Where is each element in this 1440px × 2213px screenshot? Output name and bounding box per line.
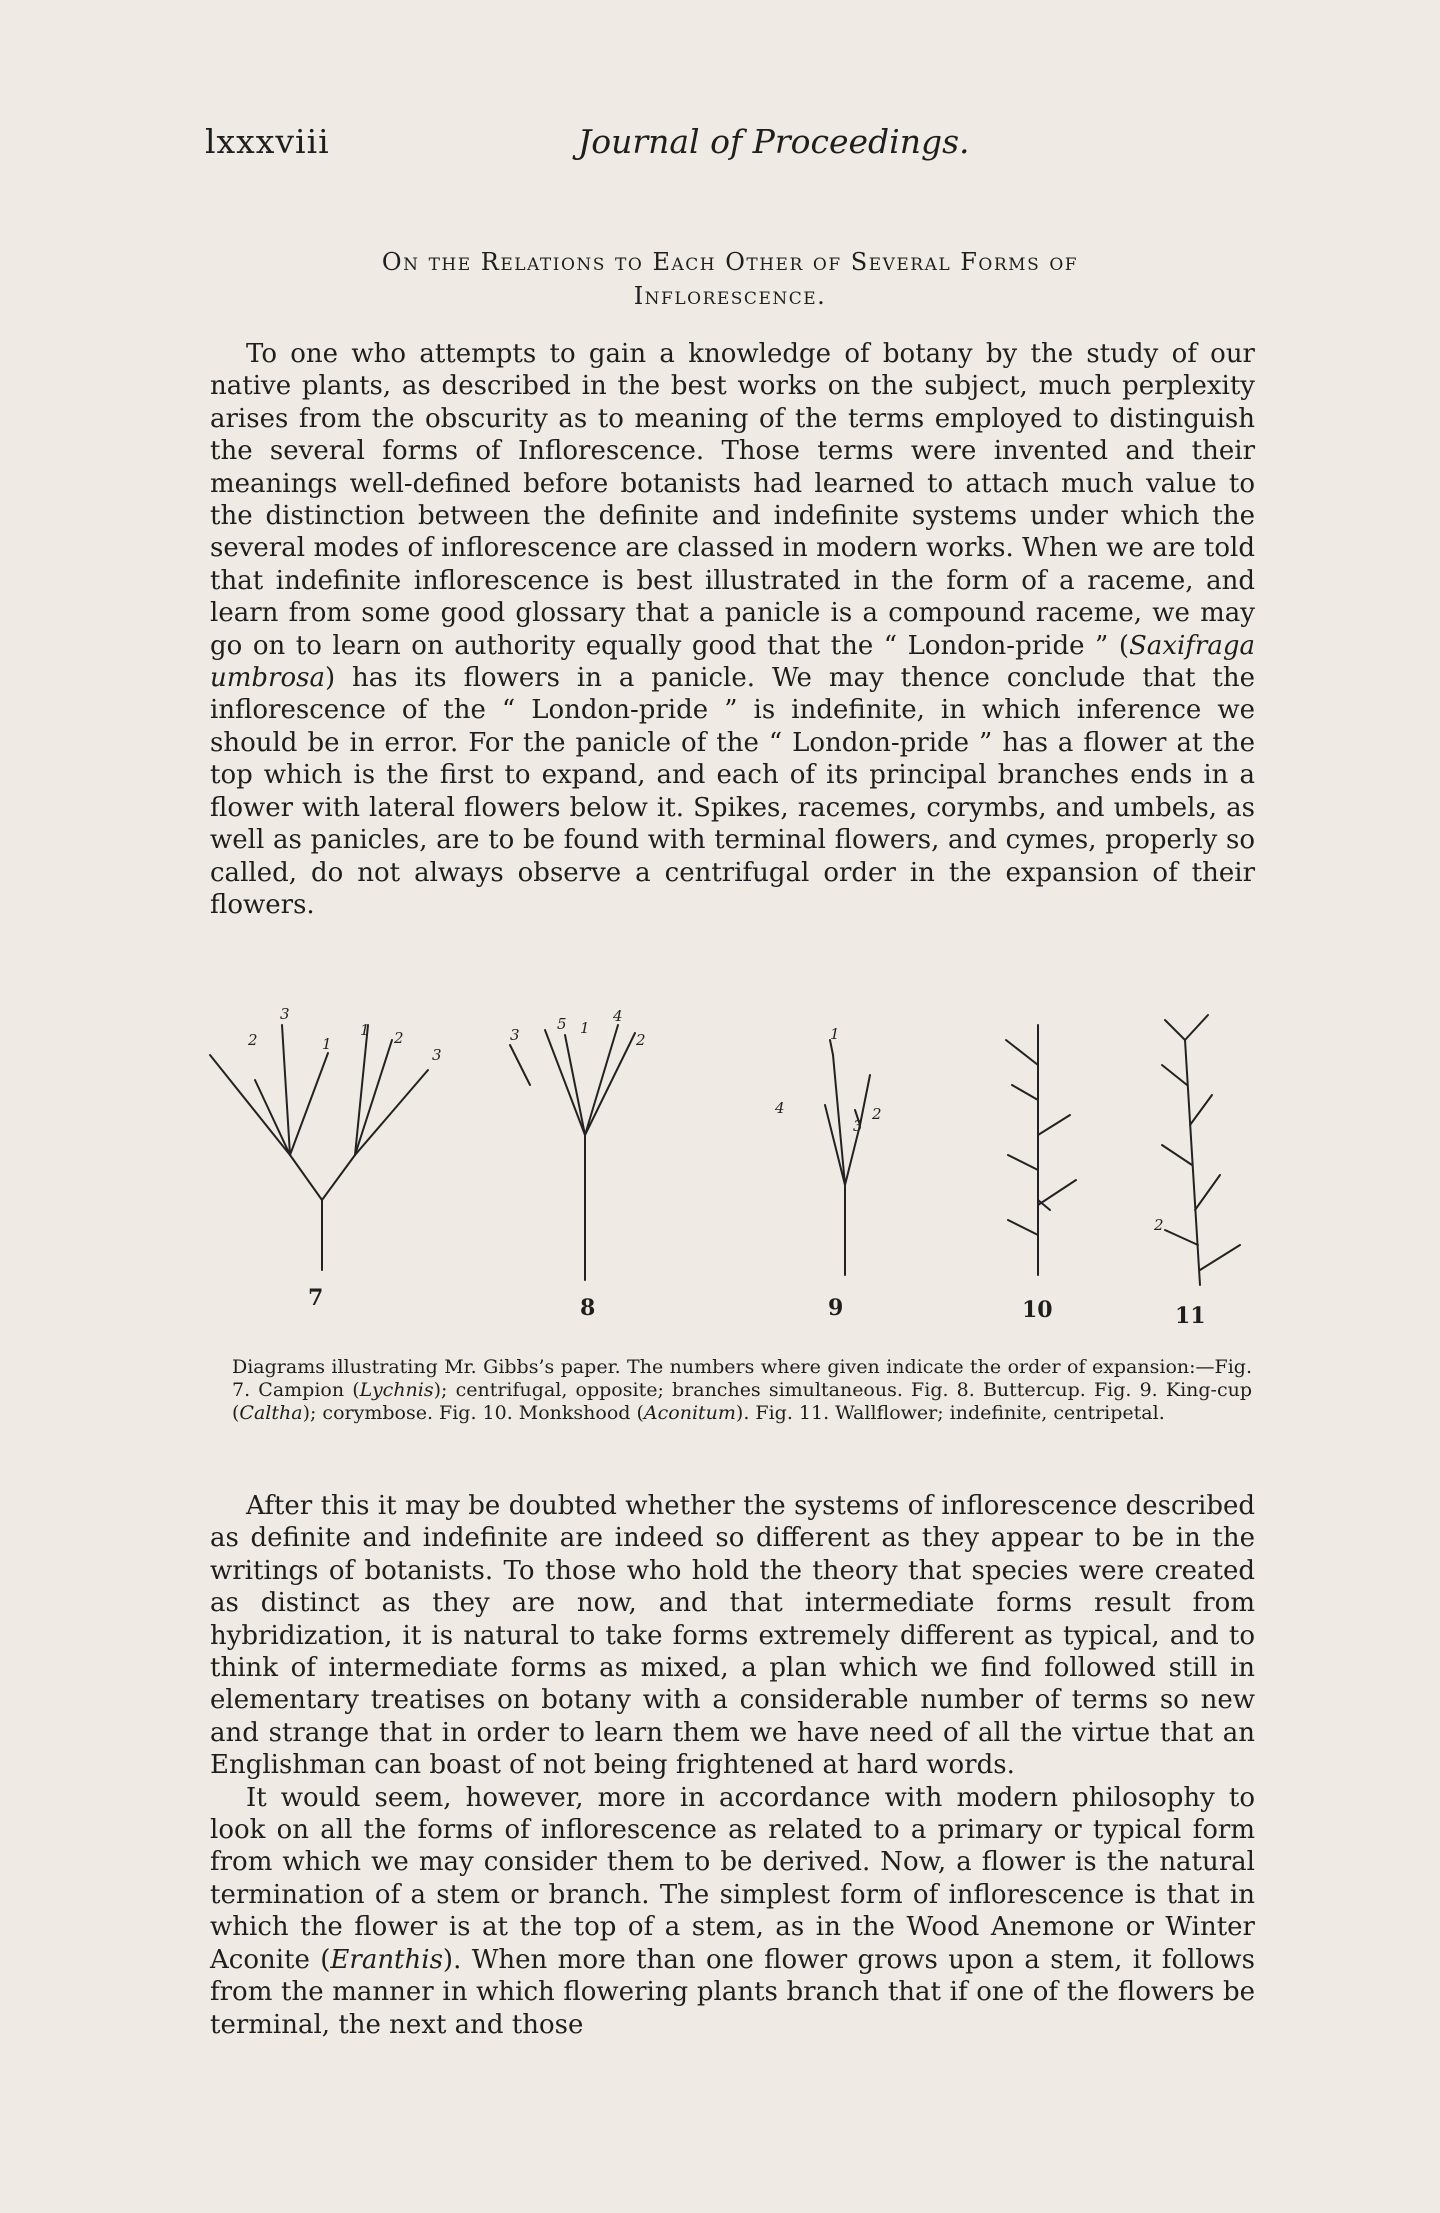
figure-caption [232,1356,1252,1425]
paragraph-1 [210,338,1255,921]
article-title-line-2: Inflorescence. [633,282,827,310]
figure-9-number: 9 [828,1295,844,1321]
fig8-order-label: 2 [636,1031,646,1049]
paragraph-1-text-b: ) has its flowers in a panicle. We may thence conclude that the inflorescence of the “ London-pride ” is indefinite, in which inference we should be in error. For the panicle of the “ London-pride ” has a flower at the top which is the first to expand, and each of its principal branches ends in a flower with lateral flowers below it. Spikes, racemes, corymbs, and umbels, as well as panicles, are to be found with terminal flowers, and cymes, properly so called, do not always observe a centrifugal order in the expansion of their flowers. [210,663,1255,920]
fig8-order-label: 3 [510,1026,520,1044]
caption-italic-1: Lychnis [359,1379,434,1401]
caption-text-3: ); corymbose. Fig. 10. Monkshood ( [302,1402,644,1424]
page-header [205,122,1255,166]
page-number: lxxxviii [205,122,330,161]
paragraph-intro [210,338,1255,921]
article-title [210,245,1250,313]
running-title: Journal of Proceedings. [578,122,970,161]
paragraph-3-text-b: ). When more than one flower grows upon a stem, it follows from the manner in which flowering plants branch that if one of the flowers be terminal, the next and those [210,1944,1256,2040]
fig7-order-label: 3 [280,1005,290,1023]
paragraph-1-italic: Saxifraga umbrosa [210,630,1255,694]
diagram-svg [200,995,1260,1335]
fig9-order-label: 4 [775,1099,785,1117]
caption-italic-3: Aconitum [643,1402,736,1424]
figure-8-number: 8 [580,1295,596,1321]
figure-11-diagram [1162,1015,1240,1285]
fig11-order-label: 2 [1154,1216,1164,1234]
fig7-order-label: 2 [248,1031,258,1049]
figure-10-number: 10 [1022,1297,1053,1323]
paragraph-3-text-a: It would seem, however, more in accordance with modern philosophy to look on all the forms of inflorescence as related to a primary or typical form from which we may consider them to be derived. Now, a flower is the natural termination of a stem or branch. The simplest form of inflorescence is that in which the flower is at the top of a stem, as in the Wood Anemone or Winter Aconite ( [210,1782,1255,1975]
figure-7-diagram [210,1025,428,1270]
caption-text-2: ); centrifugal, opposite; branches simultaneous. Fig. 8. Buttercup. Fig. 9. King-cup ( [232,1379,1253,1424]
caption-text-4: ). Fig. 11. Wallflower; indefinite, centripetal. [735,1402,1165,1424]
fig9-order-label: 3 [853,1117,863,1135]
figure-10-diagram [1006,1025,1076,1275]
fig8-order-label: 4 [613,1007,623,1025]
fig9-order-label: 1 [830,1025,840,1043]
article-title-line-1: On the Relations to Each Other of Several Forms of [381,248,1079,276]
inflorescence-diagrams [200,995,1260,1335]
figure-11-number: 11 [1175,1303,1206,1329]
paragraph-3 [210,1782,1255,2041]
figure-9-diagram [825,1040,870,1275]
caption-text-1: Diagrams illustrating Mr. Gibbs’s paper. The numbers where given indicate the order of expansion:—Fig. 7. Campion ( [232,1356,1252,1401]
fig7-order-label: 2 [394,1029,404,1047]
paragraph-2: After this it may be doubted whether the systems of inflorescence described as definite and indefinite are indeed so different as they appear to be in the writings of botanists. To those who hold the theory that species were created as distinct as they are now, and that intermediate forms result from hybridization, it is natural to take forms extremely different as typical, and to think of intermediate forms as mixed, a plan which we find followed still in elementary treatises on botany with a considerable number of terms so new and strange that in order to learn them we have need of all the virtue that an Englishman can boast of not being frightened at hard words. [210,1491,1255,1781]
figure-8-diagram [510,1025,635,1280]
fig7-order-label: 1 [360,1021,370,1039]
fig9-order-label: 2 [872,1105,882,1123]
figure-7-number: 7 [308,1285,324,1311]
caption-italic-2: Caltha [239,1402,303,1424]
fig8-order-label: 1 [580,1019,590,1037]
fig7-order-label: 3 [432,1046,442,1064]
fig8-order-label: 5 [557,1015,567,1033]
paragraph-1-text-a: To one who attempts to gain a knowledge of botany by the study of our native plants, as described in the best works on the subject, much perplexity arises from the obscurity as to meaning of the terms employed to distinguish the several forms of Inflorescence. Those terms were invented and their meanings well-defined before botanists had learned to attach much value to the distinction between the definite and indefinite systems under which the several modes of inflorescence are classed in modern works. When we are told that indefinite inflorescence is best illustrated in the form of a raceme, and learn from some good glossary that a panicle is a compound raceme, we may go on to learn on authority equally good that the “ London-pride ” ( [210,339,1255,661]
paragraph-3-italic: Eranthis [330,1944,443,1975]
paragraph-continuation [210,1490,1255,2041]
fig7-order-label: 1 [322,1035,332,1053]
